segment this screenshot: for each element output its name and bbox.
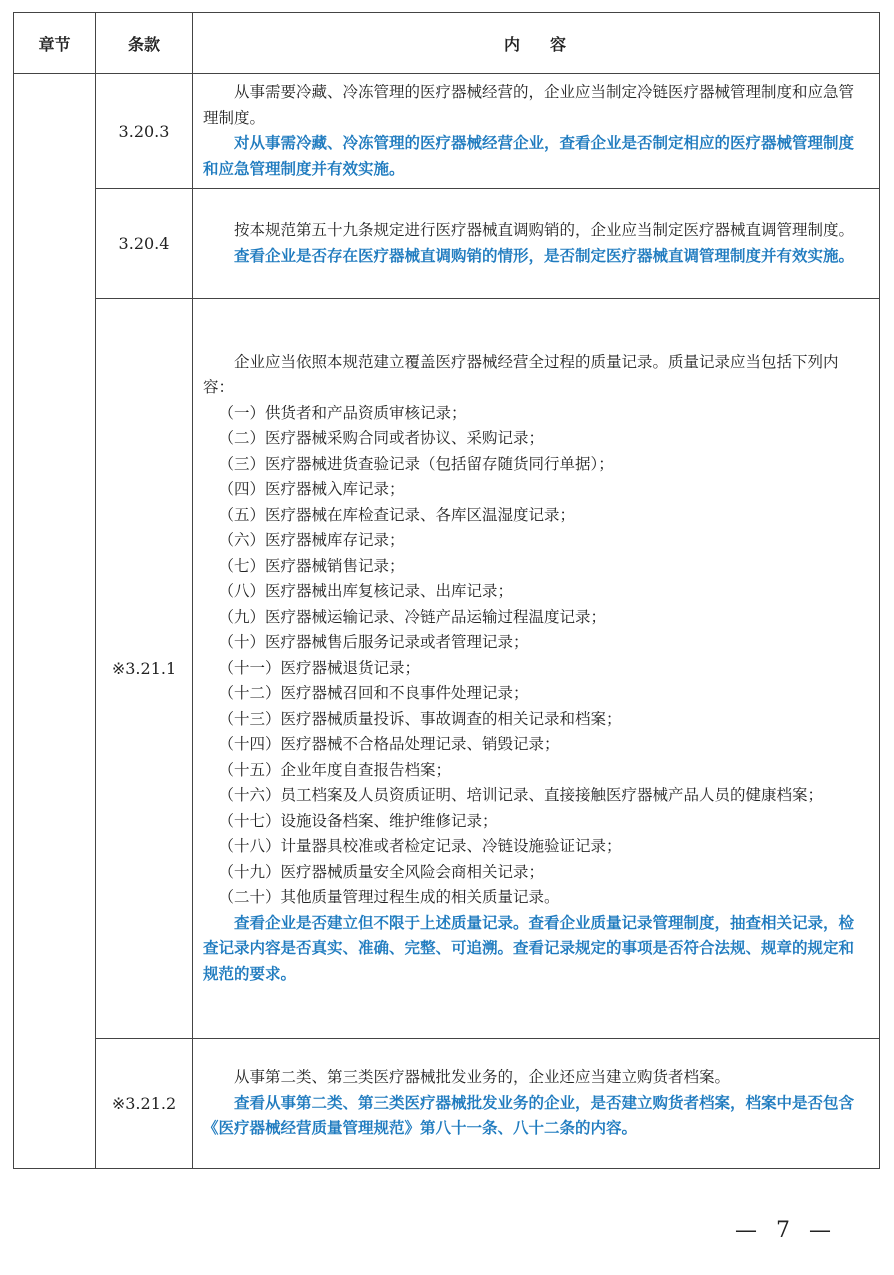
regulation-table bbox=[13, 12, 880, 1169]
inspection-text: 查看从事第二类、第三类医疗器械批发业务的企业，是否建立购货者档案，档案中是否包含《医疗器械经营质量管理规范》第八十一条、八十二条的内容。 bbox=[203, 1093, 855, 1138]
requirement-text: 从事需要冷藏、冷冻管理的医疗器械经营的，企业应当制定冷链医疗器械管理制度和应急管理制度。 bbox=[203, 83, 855, 127]
record-item: （八）医疗器械出库复核记录、出库记录； bbox=[218, 582, 514, 601]
table-row bbox=[14, 1039, 880, 1169]
record-item: （六）医疗器械库存记录； bbox=[218, 531, 405, 550]
inspection-text: 查看企业是否建立但不限于上述质量记录。查看企业质量记录管理制度，抽查相关记录，检查记录内容是否真实、准确、完整、可追溯。查看记录规定的事项是否符合法规、规章的规定和规范的要求。 bbox=[203, 913, 855, 983]
record-item: （十七）设施设备档案、维护维修记录； bbox=[218, 811, 498, 830]
record-item: （九）医疗器械运输记录、冷链产品运输过程温度记录； bbox=[218, 607, 607, 626]
clause-content bbox=[193, 189, 880, 299]
requirement-text: 按本规范第五十九条规定进行医疗器械直调购销的，企业应当制定医疗器械直调管理制度。 bbox=[234, 221, 855, 239]
record-item: （四）医疗器械入库记录； bbox=[218, 480, 405, 499]
clause-content bbox=[193, 1039, 880, 1169]
header-content-char-1: 内 bbox=[503, 34, 522, 54]
clause-number: 3.20.3 bbox=[96, 74, 193, 189]
header-chapter: 章节 bbox=[14, 13, 96, 74]
record-item: （三）医疗器械进货查验记录（包括留存随货同行单据）； bbox=[218, 454, 614, 473]
record-item: （十）医疗器械售后服务记录或者管理记录； bbox=[218, 633, 529, 652]
header-content bbox=[193, 13, 880, 74]
table-row bbox=[14, 299, 880, 1039]
record-item: （二）医疗器械采购合同或者协议、采购记录； bbox=[218, 429, 545, 448]
record-item: （一）供货者和产品资质审核记录； bbox=[218, 403, 467, 422]
record-item: （十二）医疗器械召回和不良事件处理记录； bbox=[218, 684, 529, 703]
record-item: （十三）医疗器械质量投诉、事故调查的相关记录和档案； bbox=[218, 709, 622, 728]
record-item: （十五）企业年度自查报告档案； bbox=[218, 760, 452, 779]
record-item: （十四）医疗器械不合格品处理记录、销毁记录； bbox=[218, 735, 560, 754]
table-row bbox=[14, 189, 880, 299]
record-item: （十九）医疗器械质量安全风险会商相关记录； bbox=[218, 862, 545, 881]
record-item: （二十）其他质量管理过程生成的相关质量记录。 bbox=[218, 888, 560, 907]
table-row bbox=[14, 74, 880, 189]
table-header-row bbox=[14, 13, 880, 74]
header-content-char-2: 容 bbox=[550, 34, 569, 54]
record-item: （十八）计量器具校准或者检定记录、冷链设施验证记录； bbox=[218, 837, 622, 856]
page-number: — 7 — bbox=[735, 1218, 837, 1243]
clause-number: ※3.21.2 bbox=[96, 1039, 193, 1169]
chapter-cell bbox=[14, 74, 96, 1169]
clause-content bbox=[193, 299, 880, 1039]
requirement-text: 从事第二类、第三类医疗器械批发业务的，企业还应当建立购货者档案。 bbox=[234, 1068, 731, 1087]
requirement-text: 企业应当依照本规范建立覆盖医疗器械经营全过程的质量记录。质量记录应当包括下列内容： bbox=[203, 352, 839, 397]
clause-number: 3.20.4 bbox=[96, 189, 193, 299]
record-item: （十六）员工档案及人员资质证明、培训记录、直接接触医疗器械产品人员的健康档案； bbox=[218, 786, 824, 805]
record-item: （七）医疗器械销售记录； bbox=[218, 556, 405, 575]
clause-number: ※3.21.1 bbox=[96, 299, 193, 1039]
inspection-text: 对从事需冷藏、冷冻管理的医疗器械经营企业，查看企业是否制定相应的医疗器械管理制度和应急管理制度并有效实施。 bbox=[203, 134, 855, 178]
record-item: （十一）医疗器械退货记录； bbox=[218, 658, 421, 677]
inspection-text: 查看企业是否存在医疗器械直调购销的情形，是否制定医疗器械直调管理制度并有效实施。 bbox=[234, 246, 855, 265]
header-clause: 条款 bbox=[96, 13, 193, 74]
record-item: （五）医疗器械在库检查记录、各库区温湿度记录； bbox=[218, 505, 576, 524]
clause-content bbox=[193, 74, 880, 189]
